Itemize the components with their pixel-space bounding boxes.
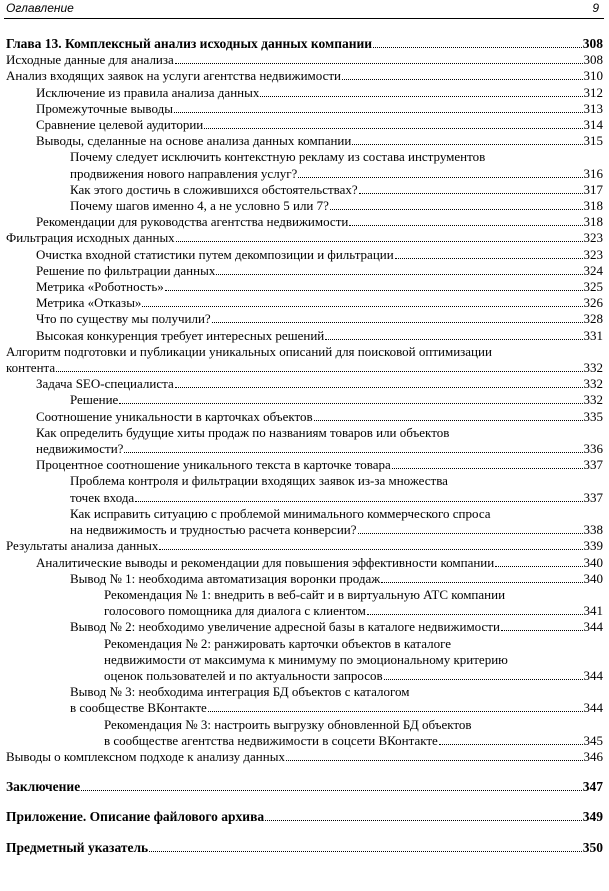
toc-entry[interactable]: [0, 295, 609, 311]
toc-dot-leader: [395, 258, 583, 259]
toc-entry-page: 341: [583, 603, 603, 619]
toc-entry-title: Исключение из правила анализа данных: [36, 84, 260, 100]
toc-entry-title: Задача SEO-специалиста: [36, 376, 174, 392]
toc-entry-title: Выводы, сделанные на основе анализа данных компании: [36, 133, 352, 149]
toc-entry[interactable]: [0, 376, 609, 392]
toc-dot-leader: [286, 760, 583, 761]
toc-entry[interactable]: [0, 409, 609, 425]
toc-entry-title: Что по существу мы получили?: [36, 311, 211, 327]
toc-dot-leader: [373, 47, 582, 48]
toc-entry-title: на недвижимость и трудностью расчета конверсии?: [70, 522, 357, 538]
toc-dot-leader: [216, 274, 582, 275]
toc-entry-page: 314: [583, 117, 603, 133]
toc-entry-title: Рекомендации для руководства агентства недвижимости: [36, 214, 349, 230]
toc-entry[interactable]: [0, 279, 609, 295]
toc-entry-title: в сообществе ВКонтакте: [70, 700, 207, 716]
toc-dot-leader: [342, 79, 582, 80]
toc-entry[interactable]: [0, 619, 609, 635]
toc-entry[interactable]: [0, 555, 609, 571]
toc-entry-page: 332: [583, 376, 603, 392]
toc-entry-page: 310: [583, 68, 603, 84]
toc-dot-leader: [165, 290, 583, 291]
toc-dot-leader: [175, 387, 583, 388]
toc-entry-title: Промежуточные выводы: [36, 100, 173, 116]
toc-entry-title: Соотношение уникальности в карточках объектов: [36, 408, 313, 424]
header-rule: [4, 18, 604, 19]
toc-entry-page: 335: [583, 408, 603, 424]
toc-dot-leader: [56, 371, 582, 372]
toc-dot-leader: [204, 128, 582, 129]
toc-entry-title: Процентное соотношение уникального текста в карточке товара: [36, 457, 391, 473]
toc-entry-page: 340: [583, 554, 603, 570]
toc-entry[interactable]: [0, 263, 609, 279]
toc-entry-page: 315: [583, 133, 603, 149]
toc-entry[interactable]: [0, 214, 609, 230]
toc-entry[interactable]: [0, 779, 609, 795]
table-of-contents: [0, 36, 609, 856]
toc-entry-title: в сообществе агентства недвижимости в соцсети ВКонтакте: [104, 732, 438, 748]
toc-entry-page: 312: [583, 84, 603, 100]
toc-dot-leader: [358, 533, 583, 534]
toc-entry[interactable]: [0, 328, 609, 344]
toc-entry-page: 347: [582, 779, 603, 795]
toc-entry-title: Решение: [70, 392, 119, 408]
toc-entry-title: Высокая конкуренция требует интересных решений: [36, 327, 325, 343]
toc-entry-page: 336: [583, 441, 603, 457]
toc-entry-page: 317: [583, 181, 603, 197]
toc-entry-page: 308: [583, 52, 603, 68]
toc-entry-title: Исходные данные для анализа: [6, 52, 174, 68]
toc-dot-leader: [501, 630, 583, 631]
toc-entry-page: 344: [583, 700, 603, 716]
toc-entry[interactable]: [0, 457, 609, 473]
toc-dot-leader: [359, 193, 583, 194]
toc-entry-title: Как этого достичь в сложившихся обстоятельствах?: [70, 181, 358, 197]
toc-entry[interactable]: [0, 809, 609, 825]
toc-entry[interactable]: [0, 133, 609, 149]
toc-entry[interactable]: [0, 392, 609, 408]
toc-entry[interactable]: [0, 506, 609, 538]
toc-entry-title: Приложение. Описание файлового архива: [6, 809, 265, 825]
toc-dot-leader: [81, 790, 582, 791]
toc-dot-leader: [212, 322, 583, 323]
toc-entry[interactable]: [0, 68, 609, 84]
toc-entry-title: Фильтрация исходных данных: [6, 230, 175, 246]
toc-entry-page: 344: [583, 619, 603, 635]
toc-dot-leader: [381, 582, 582, 583]
toc-entry-title-line: Как определить будущие хиты продаж по названиям товаров или объектов: [36, 424, 450, 440]
toc-entry[interactable]: [0, 840, 609, 856]
toc-entry[interactable]: [0, 149, 609, 181]
toc-entry-page: 346: [583, 748, 603, 764]
toc-dot-leader: [176, 241, 583, 242]
toc-dot-leader: [142, 306, 582, 307]
toc-entry-title: Аналитические выводы и рекомендации для повышения эффективности компании: [36, 554, 495, 570]
toc-entry-title: Выводы о комплексном подходе к анализу данных: [6, 748, 285, 764]
toc-entry-title: Решение по фильтрации данных: [36, 262, 216, 278]
toc-entry-page: 325: [583, 279, 603, 295]
toc-entry-page: 323: [583, 230, 603, 246]
toc-entry-title-line: Рекомендация № 3: настроить выгрузку обновленной БД объектов: [104, 716, 472, 732]
toc-entry-title: продвижения нового направления услуг?: [70, 165, 298, 181]
toc-dot-leader: [439, 744, 583, 745]
toc-entry-page: 340: [583, 570, 603, 586]
toc-entry[interactable]: [0, 684, 609, 716]
toc-dot-leader: [175, 63, 583, 64]
toc-entry-title: недвижимости?: [36, 441, 124, 457]
toc-entry-title-line: Рекомендация № 2: ранжировать карточки объектов в каталоге: [104, 635, 452, 651]
toc-entry-page: 332: [583, 392, 603, 408]
toc-entry[interactable]: [0, 473, 609, 505]
toc-entry-title: Результаты анализа данных: [6, 538, 159, 554]
toc-dot-leader: [495, 566, 582, 567]
toc-dot-leader: [298, 177, 582, 178]
toc-entry-title: Метрика «Роботность»: [36, 279, 164, 295]
toc-entry-title-line: Вывод № 3: необходима интеграция БД объектов с каталогом: [70, 684, 410, 700]
toc-entry-title: Анализ входящих заявок на услуги агентства недвижимости: [6, 68, 342, 84]
toc-entry-title: Сравнение целевой аудитории: [36, 117, 204, 133]
toc-entry-title-line: Проблема контроля и фильтрации входящих заявок из-за множества: [70, 473, 448, 489]
toc-entry[interactable]: [0, 117, 609, 133]
toc-entry-page: 338: [583, 522, 603, 538]
toc-entry-page: 324: [583, 262, 603, 278]
toc-entry-title-line: Алгоритм подготовки и публикации уникальных описаний для поисковой оптимизации: [6, 343, 492, 359]
toc-entry[interactable]: [0, 587, 609, 619]
toc-entry-page: 328: [583, 311, 603, 327]
toc-entry-title: Глава 13. Комплексный анализ исходных данных компании: [6, 36, 373, 51]
toc-entry-page: 316: [583, 165, 603, 181]
toc-dot-leader: [149, 851, 582, 852]
toc-entry[interactable]: [0, 230, 609, 246]
toc-entry[interactable]: [0, 538, 609, 554]
toc-entry[interactable]: [0, 36, 609, 52]
toc-entry-title-line: Рекомендация № 1: внедрить в веб-сайт и в виртуальную АТС компании: [104, 586, 506, 602]
toc-entry-title: точек входа: [70, 489, 135, 505]
toc-entry-page: 345: [583, 732, 603, 748]
toc-entry-page: 318: [583, 198, 603, 214]
toc-entry-title: контента: [6, 360, 56, 376]
toc-dot-leader: [325, 339, 582, 340]
toc-dot-leader: [392, 468, 583, 469]
toc-entry[interactable]: [0, 247, 609, 263]
toc-dot-leader: [260, 96, 582, 97]
toc-entry-page: 313: [583, 100, 603, 116]
toc-dot-leader: [352, 144, 582, 145]
toc-entry[interactable]: [0, 749, 609, 765]
toc-entry-title-line: недвижимости от максимума к минимуму по эмоциональному критерию: [104, 651, 508, 667]
toc-entry-title: Метрика «Отказы»: [36, 295, 142, 311]
toc-entry-page: 308: [582, 36, 603, 51]
toc-dot-leader: [135, 501, 582, 502]
toc-entry[interactable]: [0, 571, 609, 587]
toc-dot-leader: [265, 820, 582, 821]
toc-entry-title: оценок пользователей и по актуальности запросов: [104, 667, 383, 683]
toc-entry[interactable]: [0, 344, 609, 376]
toc-entry-title: Почему шагов именно 4, а не условно 5 или 7?: [70, 198, 329, 214]
toc-entry-page: 331: [583, 327, 603, 343]
toc-dot-leader: [159, 549, 582, 550]
running-header: [6, 0, 603, 16]
toc-dot-leader: [349, 225, 582, 226]
toc-entry[interactable]: [0, 182, 609, 198]
toc-entry-page: 349: [582, 809, 603, 825]
toc-entry[interactable]: [0, 311, 609, 327]
toc-entry-title: Заключение: [6, 779, 81, 795]
toc-entry[interactable]: [0, 52, 609, 68]
toc-dot-leader: [384, 679, 583, 680]
toc-entry-page: 337: [583, 489, 603, 505]
toc-entry-page: 323: [583, 246, 603, 262]
toc-dot-leader: [314, 420, 583, 421]
toc-dot-leader: [367, 614, 583, 615]
toc-entry-title: Вывод № 1: необходима автоматизация воронки продаж: [70, 570, 381, 586]
toc-entry-title: Вывод № 2: необходимо увеличение адресной базы в каталоге недвижимости: [70, 619, 500, 635]
page-number: 9: [592, 1, 599, 15]
toc-entry-title-line: Почему следует исключить контекстную рекламу из состава инструментов: [70, 149, 486, 165]
toc-dot-leader: [174, 112, 583, 113]
toc-dot-leader: [119, 403, 582, 404]
toc-entry-page: 337: [583, 457, 603, 473]
toc-dot-leader: [330, 209, 583, 210]
toc-entry-page: 332: [583, 360, 603, 376]
toc-entry-page: 339: [583, 538, 603, 554]
toc-entry-title-line: Как исправить ситуацию с проблемой минимального коммерческого спроса: [70, 505, 491, 521]
toc-entry[interactable]: [0, 101, 609, 117]
toc-dot-leader: [124, 452, 582, 453]
toc-entry-page: 344: [583, 667, 603, 683]
toc-entry-page: 350: [582, 839, 603, 855]
toc-entry-title: Предметный указатель: [6, 839, 149, 855]
toc-entry[interactable]: [0, 425, 609, 457]
toc-entry[interactable]: [0, 717, 609, 749]
toc-entry-page: 318: [583, 214, 603, 230]
toc-entry[interactable]: [0, 85, 609, 101]
toc-entry-title: Очистка входной статистики путем декомпозиции и фильтрации: [36, 246, 394, 262]
toc-dot-leader: [208, 711, 583, 712]
toc-entry-page: 326: [583, 295, 603, 311]
toc-entry[interactable]: [0, 198, 609, 214]
toc-entry-title: голосового помощника для диалога с клиентом: [104, 603, 366, 619]
toc-entry[interactable]: [0, 636, 609, 685]
section-title: Оглавление: [6, 1, 74, 15]
